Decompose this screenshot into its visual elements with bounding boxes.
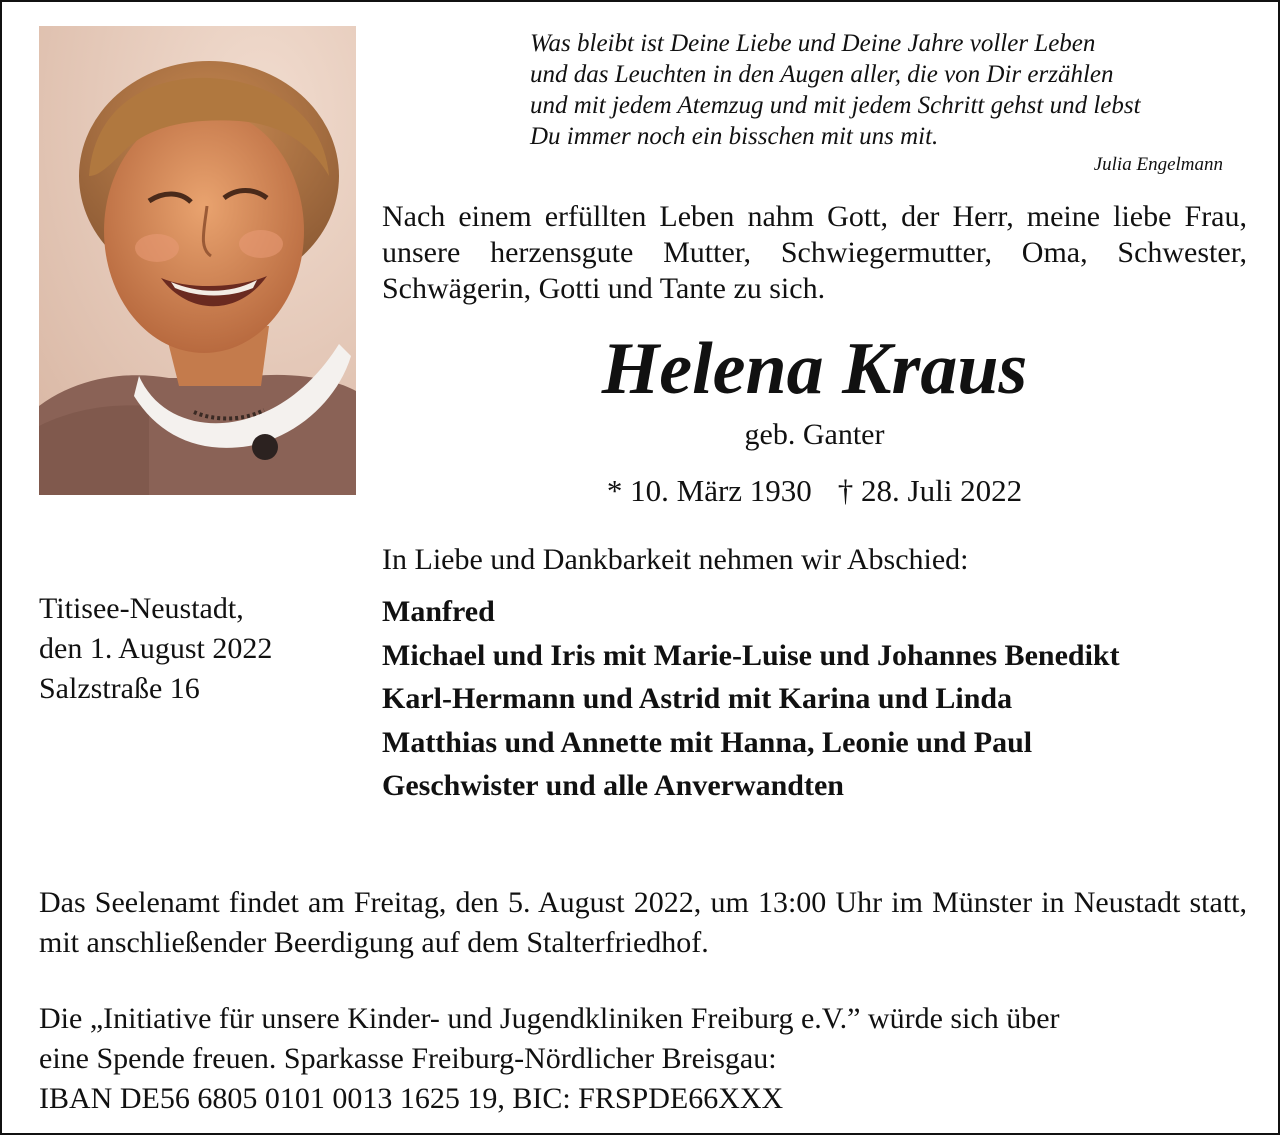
address-line: Salzstraße 16 <box>39 672 200 705</box>
farewell-text: In Liebe und Dankbarkeit nehmen wir Abschied: <box>382 543 969 576</box>
service-info: Das Seelenamt findet am Freitag, den 5. August 2022, um 13:00 Uhr im Münster in Neustadt statt, mit anschließender Beerdigung auf dem Stalterfriedhof. <box>39 886 1247 959</box>
life-dates <box>382 472 1247 510</box>
mourner-line: Karl-Hermann und Astrid mit Karina und Linda <box>382 682 1013 715</box>
poem-author: Julia Engelmann <box>1093 154 1223 175</box>
poem-line: und das Leuchten in den Augen aller, die von Dir erzählen <box>530 61 1114 88</box>
place-and-date <box>39 589 272 709</box>
mourner-line: Geschwister und alle Anverwandten <box>382 769 844 802</box>
portrait-photo <box>39 26 356 495</box>
mourner-line: Michael und Iris mit Marie-Luise und Johannes Benedikt <box>382 638 1120 672</box>
poem-line: Was bleibt ist Deine Liebe und Deine Jahre voller Leben <box>530 30 1096 57</box>
mourner-line: Matthias und Annette mit Hanna, Leonie und Paul <box>382 725 1033 759</box>
maiden-name: geb. Ganter <box>744 418 885 451</box>
date-line: den 1. August 2022 <box>39 632 273 665</box>
intro-text: Nach einem erfüllten Leben nahm Gott, der Herr, meine liebe Frau, unsere herzensgute Mutter, Schwiegermutter, Oma, Schwester, Schwägerin, Gotti und Tante zu sich. <box>382 200 1247 305</box>
mourners-list <box>382 590 1120 808</box>
bank-details: IBAN DE56 6805 0101 0013 1625 19, BIC: FRSPDE66XXX <box>39 1082 784 1115</box>
donation-info <box>39 999 1247 1119</box>
donation-line: eine Spende freuen. Sparkasse Freiburg-Nördlicher Breisgau: <box>39 1042 777 1075</box>
donation-line: Die „Initiative für unsere Kinder- und Jugendkliniken Freiburg e.V.” würde sich über <box>39 1002 1060 1035</box>
mourner-line: Manfred <box>382 595 495 628</box>
death-date: † 28. Juli 2022 <box>837 473 1023 508</box>
birth-date: * 10. März 1930 <box>606 473 812 508</box>
portrait-illustration <box>39 26 356 495</box>
place-line: Titisee-Neustadt, <box>39 592 244 625</box>
poem-line: Du immer noch ein bisschen mit uns mit. <box>530 123 939 150</box>
poem <box>530 28 1250 152</box>
deceased-name: Helena Kraus <box>601 328 1028 410</box>
poem-line: und mit jedem Atemzug und mit jedem Schritt gehst und lebst <box>530 92 1141 119</box>
